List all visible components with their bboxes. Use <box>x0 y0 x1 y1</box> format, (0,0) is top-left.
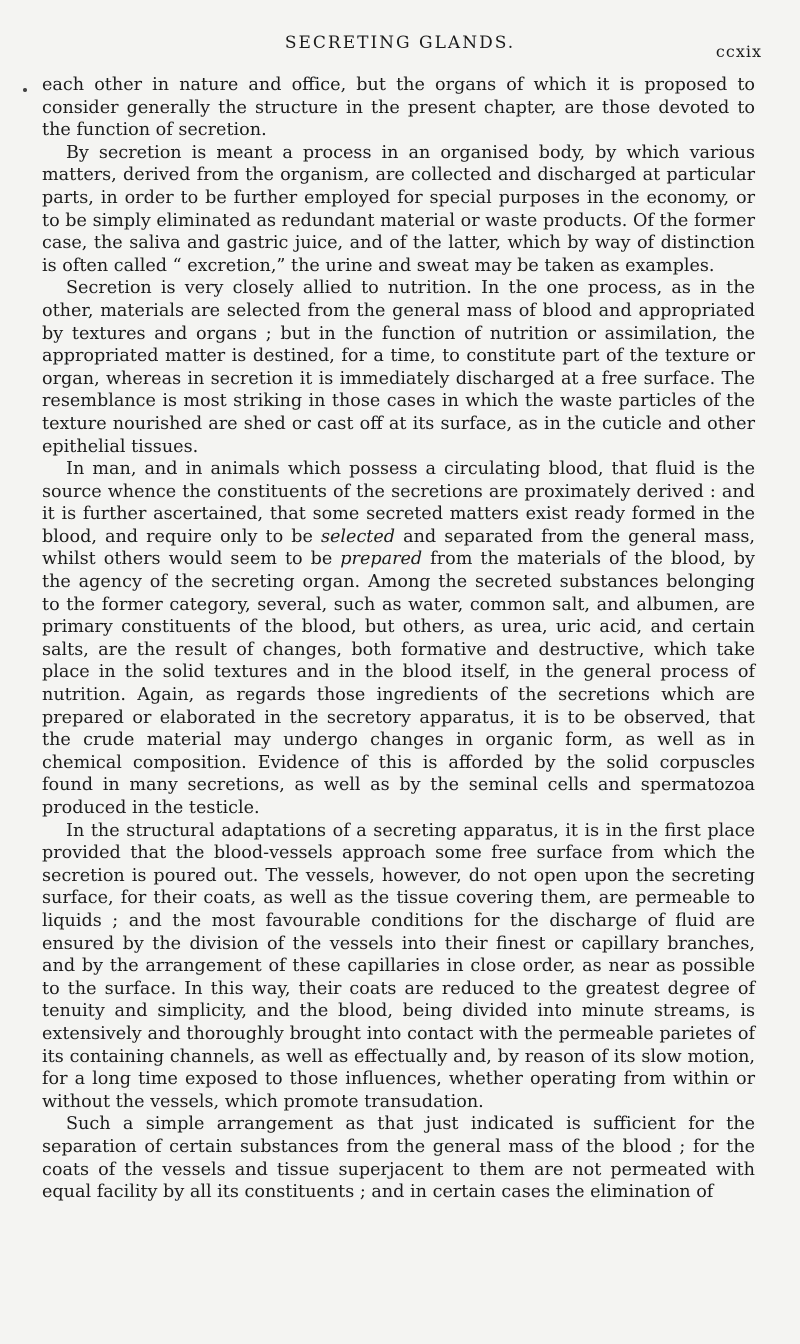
running-header-title: SECRETING GLANDS. <box>284 33 516 53</box>
paragraph <box>42 820 755 1114</box>
text-run: Such a simple arrangement as that just indicated is sufficient for the separation of certain substances from the general mass of the blood ; for the coats of the vessels and tissue superjacent to them are not permeated with equal facility by all its constituents ; and in certain cases the elimination of <box>42 1114 755 1203</box>
text-run: In man, and in animals which possess a circulating blood, that fluid is the source whence the constituents of the secretions are proximately derived : and it is further ascertained, that some secreted matters exist ready formed in the blood, and require only to be <box>42 459 755 547</box>
body-text <box>42 74 755 1204</box>
paragraph <box>42 74 755 142</box>
text-run: and separated from the general mass, whilst others would seem to be <box>42 526 755 570</box>
paragraph <box>42 277 755 458</box>
paragraph <box>42 458 755 820</box>
text-run: Secretion is very closely allied to nutrition. In the one process, as in the other, materials are selected from the general mass of blood and appropriated by textures and organs ; but in the function of nutrition or assimilation, the appropriated matter is destined, for a time, to constitute part of the texture or organ, whereas in secretion it is immediately discharged at a free surface. The resemblance is most striking in those cases in which the waste particles of the texture nourished are shed or cast off at its surface, as in the cuticle and other epithelial tissues. <box>42 278 755 457</box>
paragraph <box>42 1113 755 1203</box>
italic-term: selected <box>320 526 396 547</box>
page-number: ccxix <box>715 42 762 61</box>
text-run: In the structural adaptations of a secreting apparatus, it is in the first place provided that the blood-vessels approach some free surface from which the secretion is poured out. The vessels, however, do not open upon the secreting surface, for their coats, as well as the tissue covering them, are permeable to liquids ; and the most favourable conditions for the discharge of fluid are ensured by the division of the vessels into their finest or capillary branches, and by the arrangement of these capillaries in close order, as near as possible to the surface. In this way, their coats are reduced to the greatest degree of tenuity and simplicity, and the blood, being divided into minute streams, is extensively and thoroughly brought into contact with the permeable parietes of its containing channels, as well as effectually and, by reason of its slow motion, for a long time exposed to those influences, whether operating from within or without the vessels, which promote transudation. <box>42 820 755 1112</box>
text-run: By secretion is meant a process in an organised body, by which various matters, derived from the organism, are collected and discharged at particular parts, in order to be further employed for special purposes in the economy, or to be simply eliminated as redundant material or waste products. Of the former case, the saliva and gastric juice, and of the latter, which by way of distinction is often called “ excretion,” the urine and sweat may be taken as examples. <box>42 142 755 276</box>
italic-term: prepared <box>340 549 423 570</box>
paragraph <box>42 142 755 278</box>
margin-mark <box>23 88 27 92</box>
text-run: each other in nature and office, but the organs of which it is proposed to consider generally the structure in the present chapter, are those devoted to the function of secretion. <box>42 75 755 141</box>
text-run: from the materials of the blood, by the agency of the secreting organ. Among the secreted substances belonging to the former category, several, such as water, common salt, and albumen, are primary constituents of the blood, but others, as urea, uric acid, and certain salts, are the result of changes, both formative and destructive, which take place in the solid textures and in the blood itself, in the general process of nutrition. Again, as regards those ingredients of the secretions which are prepared or elaborated in the secretory apparatus, it is to be observed, that the crude material may undergo changes in organic form, as well as in chemical composition. Evidence of this is afforded by the solid corpuscles found in many secretions, as well as by the seminal cells and spermatozoa produced in the testicle. <box>42 549 755 818</box>
